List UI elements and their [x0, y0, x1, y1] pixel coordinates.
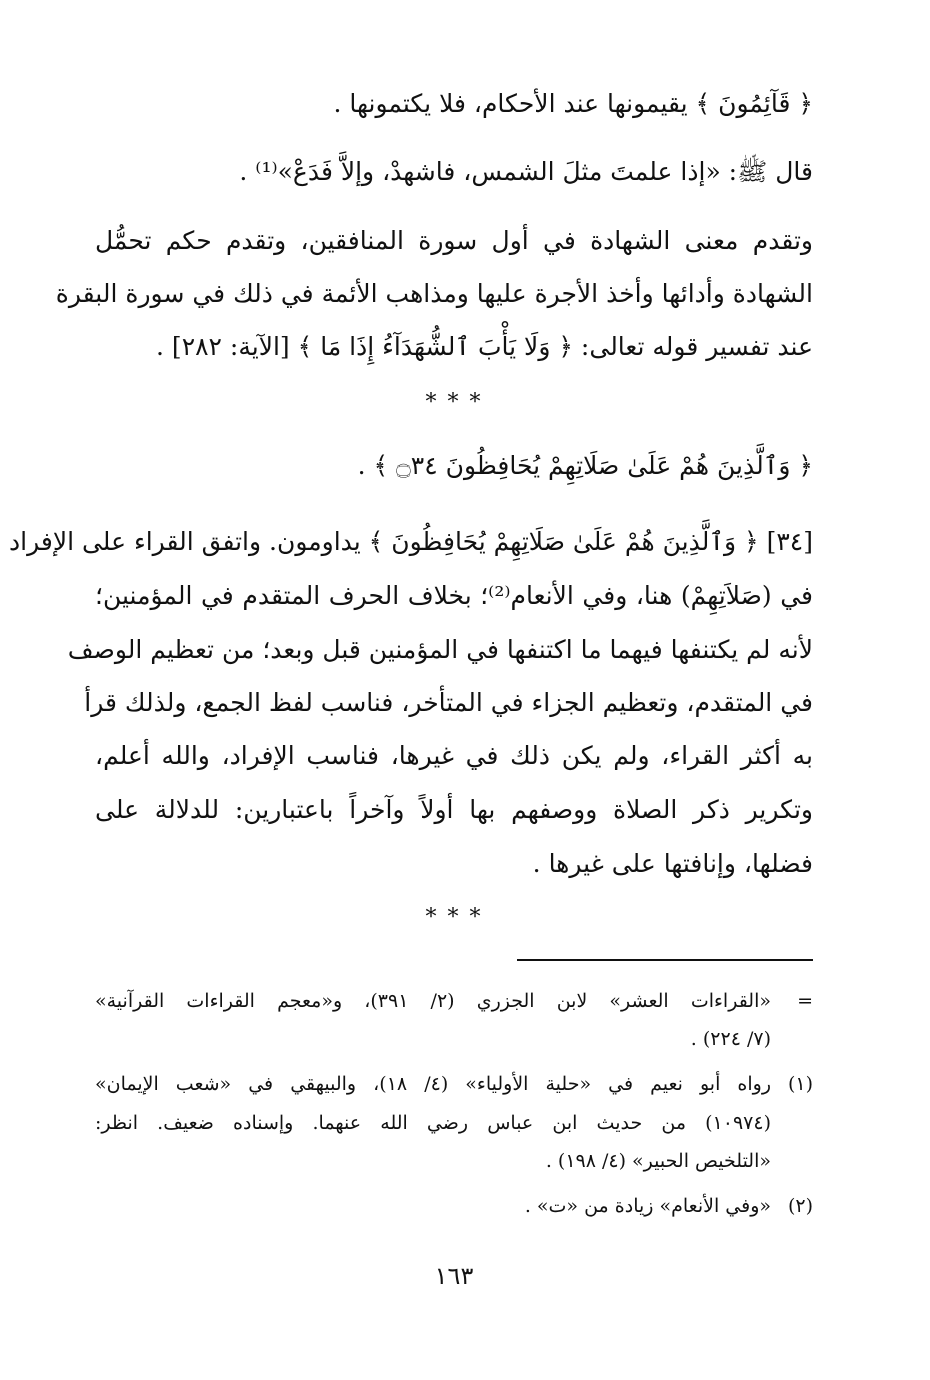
footnote-text: «التلخيص الحبير» (٤/ ١٩٨) . — [545, 1150, 771, 1172]
verse-heading: ﴿ وَٱلَّذِينَ هُمْ عَلَىٰ صَلَاتِهِمْ يُحَافِظُونَ ۝٣٤ ﴾ . — [357, 451, 813, 480]
footnote-mark: = — [797, 990, 813, 1012]
text-line: به أكثر القراء، ولم يكن ذلك في غيرها، فناسب الإفراد، والله أعلم، — [95, 741, 813, 770]
text-line: قال ﷺ: «إذا علمتَ مثلَ الشمس، فاشهدْ، وإلاَّ فَدَعْ»⁽¹⁾ . — [239, 157, 813, 186]
text-line: في المتقدم، وتعظيم الجزاء في المتأخر، فناسب لفظ الجمع، ولذلك قرأ — [84, 688, 813, 717]
footnote-line — [95, 986, 813, 1016]
footnote-text: (١٠٩٧٤) من حديث ابن عباس رضي الله عنهما. وإسناده ضعيف. انظر: — [95, 1112, 771, 1134]
text-line: [٣٤] ﴿ وَٱلَّذِينَ هُمْ عَلَىٰ صَلَاتِهِمْ يُحَافِظُونَ ﴾ يداومون. واتفق القراء على الإفراد — [9, 527, 813, 556]
footnote-mark: (٢) — [787, 1195, 813, 1217]
footnote-line — [95, 1024, 813, 1054]
footnote-line — [95, 1108, 813, 1138]
footnote-text: (٧/ ٢٢٤) . — [690, 1028, 771, 1050]
section-separator: * * * — [425, 390, 483, 415]
footnote-mark: (١) — [787, 1073, 813, 1095]
text-line: ﴿ قَآئِمُونَ ﴾ يقيمونها عند الأحكام، فلا يكتمونها . — [333, 89, 813, 118]
footnote-line — [95, 1146, 813, 1176]
footnote-line — [95, 1191, 813, 1221]
section-separator: * * * — [425, 905, 483, 930]
footnote-text: «القراءات العشر» لابن الجزري (٢/ ٣٩١)، و«معجم القراءات القرآنية» — [95, 990, 771, 1012]
text-line: في (صَلاَتِهِمْ) هنا، وفي الأنعام⁽²⁾؛ بخلاف الحرف المتقدم في المؤمنين؛ — [95, 581, 813, 610]
text-line: فضلها، وإنافتها على غيرها . — [532, 849, 813, 878]
footnote-line — [95, 1069, 813, 1099]
text-line: وتكرير ذكر الصلاة ووصفهم بها أولاً وآخراً باعتبارين: للدلالة على — [95, 795, 813, 824]
text-line: وتقدم معنى الشهادة في أول سورة المنافقين، وتقدم حكم تحمُّل — [95, 226, 813, 255]
text-line: الشهادة وأدائها وأخذ الأجرة عليها ومذاهب الأئمة في ذلك في سورة البقرة — [55, 279, 813, 308]
footnote-text: رواه أبو نعيم في «حلية الأولياء» (٤/ ١٨)، والبيهقي في «شعب الإيمان» — [95, 1073, 771, 1095]
footnote-rule — [517, 959, 813, 961]
text-line: لأنه لم يكتنفها فيهما ما اكتنفها في المؤمنين قبل وبعد؛ من تعظيم الوصف — [67, 635, 813, 664]
footnote-text: «وفي الأنعام» زيادة من «ت» . — [524, 1195, 771, 1217]
text-line: عند تفسير قوله تعالى: ﴿ وَلَا يَأْبَ ٱلشُّهَدَآءُ إِذَا مَا ﴾ [الآية: ٢٨٢] . — [156, 332, 813, 361]
page-number: ١٦٣ — [434, 1262, 474, 1290]
